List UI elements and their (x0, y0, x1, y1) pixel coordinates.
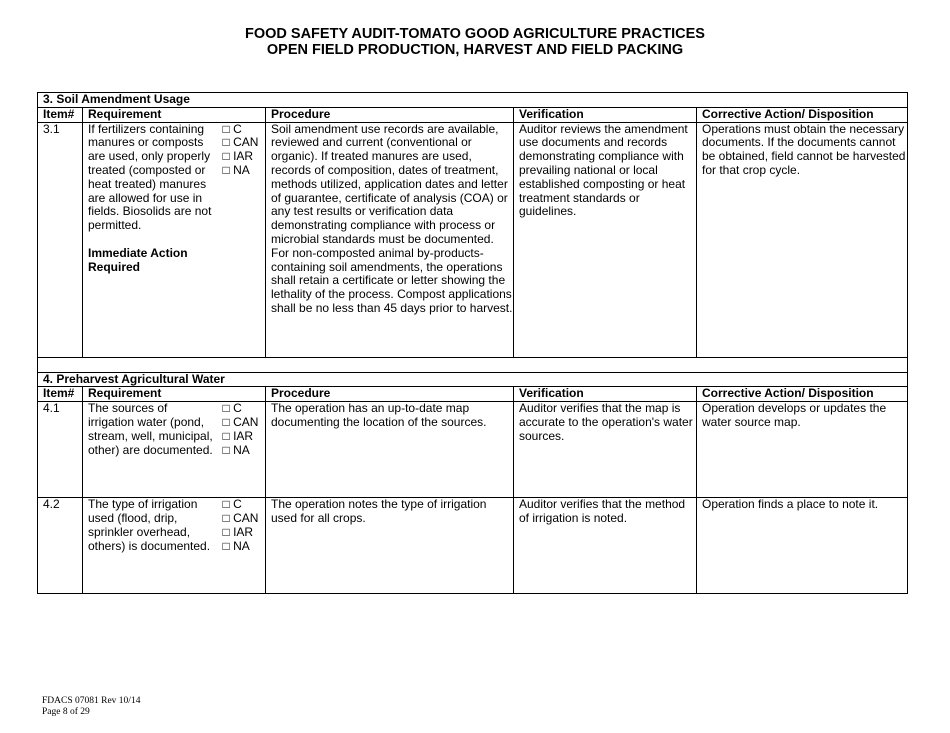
column-header-row (38, 107, 908, 122)
spacer-cell (38, 357, 908, 372)
audit-table (37, 92, 908, 594)
checkbox-c[interactable]: □ C (222, 497, 242, 512)
checkbox-group (217, 402, 266, 498)
verification-cell: Auditor reviews the amendment use documents and records demonstrating compliance with prevailing national or local established composting or heat treatment standards or guidelines. (514, 122, 697, 357)
header-procedure: Procedure (266, 107, 514, 122)
corrective-cell: Operation finds a place to note it. (697, 498, 908, 594)
header-requirement: Requirement (83, 107, 266, 122)
section-header-row (38, 93, 908, 108)
checkbox-can[interactable]: □ CAN (222, 135, 259, 150)
requirement-text: If fertilizers containing manures or composts are used, only properly treated (composted or heat treated) manures are allowed for use in fields. Biosolids are not permitted. (88, 121, 212, 233)
header-item: Item# (38, 107, 83, 122)
document-title-line2: OPEN FIELD PRODUCTION, HARVEST AND FIELD PACKING (266, 42, 684, 58)
footer-form-number: FDACS 07081 Rev 10/14 (42, 696, 141, 706)
section-title: 4. Preharvest Agricultural Water (38, 372, 908, 387)
checkbox-c[interactable]: □ C (222, 401, 242, 416)
item-number: 3.1 (38, 122, 83, 357)
verification-cell: Auditor verifies that the map is accurate to the operation's water sources. (514, 402, 697, 498)
header-requirement: Requirement (83, 387, 266, 402)
checkbox-iar[interactable]: □ IAR (222, 428, 254, 443)
section-title: 3. Soil Amendment Usage (38, 93, 908, 108)
footer-page-number: Page 8 of 29 (42, 707, 90, 717)
requirement-cell: The type of irrigation used (flood, drip, sprinkler overhead, others) is documented. (83, 498, 217, 594)
header-item: Item# (38, 387, 83, 402)
header-corrective: Corrective Action/ Disposition (697, 387, 908, 402)
requirement-cell: The sources of irrigation water (pond, stream, well, municipal, other) are documented. (83, 402, 217, 498)
checkbox-can[interactable]: □ CAN (222, 510, 259, 525)
procedure-cell: Soil amendment use records are available, reviewed and current (conventional or organic). If treated manures are used, records of composition, dates of treatment, methods utilized, application dates and letter of guarantee, certificate of analysis (COA) or any test results or verification data demonstrating compliance with process or microbial standards must be documented. For non-composted animal by-products-containing soil amendments, the operations shall retain a certificate or letter showing the lethality of the process. Compost applications shall be no less than 45 days prior to harvest. (266, 122, 514, 357)
column-header-row (38, 387, 908, 402)
section-header-row (38, 372, 908, 387)
corrective-cell: Operations must obtain the necessary documents. If the documents cannot be obtained, field cannot be harvested for that crop cycle. (697, 122, 908, 357)
corrective-cell: Operation develops or updates the water source map. (697, 402, 908, 498)
checkbox-na[interactable]: □ NA (222, 162, 250, 177)
checkbox-iar[interactable]: □ IAR (222, 524, 254, 539)
document-title-line1: FOOD SAFETY AUDIT-TOMATO GOOD AGRICULTURE PRACTICES (245, 26, 705, 42)
requirement-cell (83, 122, 217, 357)
procedure-cell: The operation has an up-to-date map documenting the location of the sources. (266, 402, 514, 498)
checkbox-c[interactable]: □ C (222, 121, 242, 136)
requirement-note: Immediate Action Required (88, 245, 188, 274)
item-number: 4.1 (38, 402, 83, 498)
checkbox-group (217, 122, 266, 357)
header-verification: Verification (514, 387, 697, 402)
header-verification: Verification (514, 107, 697, 122)
checkbox-can[interactable]: □ CAN (222, 414, 259, 429)
spacer-row (38, 357, 908, 372)
header-corrective: Corrective Action/ Disposition (697, 107, 908, 122)
checkbox-na[interactable]: □ NA (222, 538, 250, 553)
checkbox-group (217, 498, 266, 594)
header-procedure: Procedure (266, 387, 514, 402)
table-row (38, 402, 908, 498)
checkbox-iar[interactable]: □ IAR (222, 149, 254, 164)
verification-cell: Auditor verifies that the method of irrigation is noted. (514, 498, 697, 594)
item-number: 4.2 (38, 498, 83, 594)
checkbox-na[interactable]: □ NA (222, 442, 250, 457)
procedure-cell: The operation notes the type of irrigation used for all crops. (266, 498, 514, 594)
table-row (38, 122, 908, 357)
table-row (38, 498, 908, 594)
